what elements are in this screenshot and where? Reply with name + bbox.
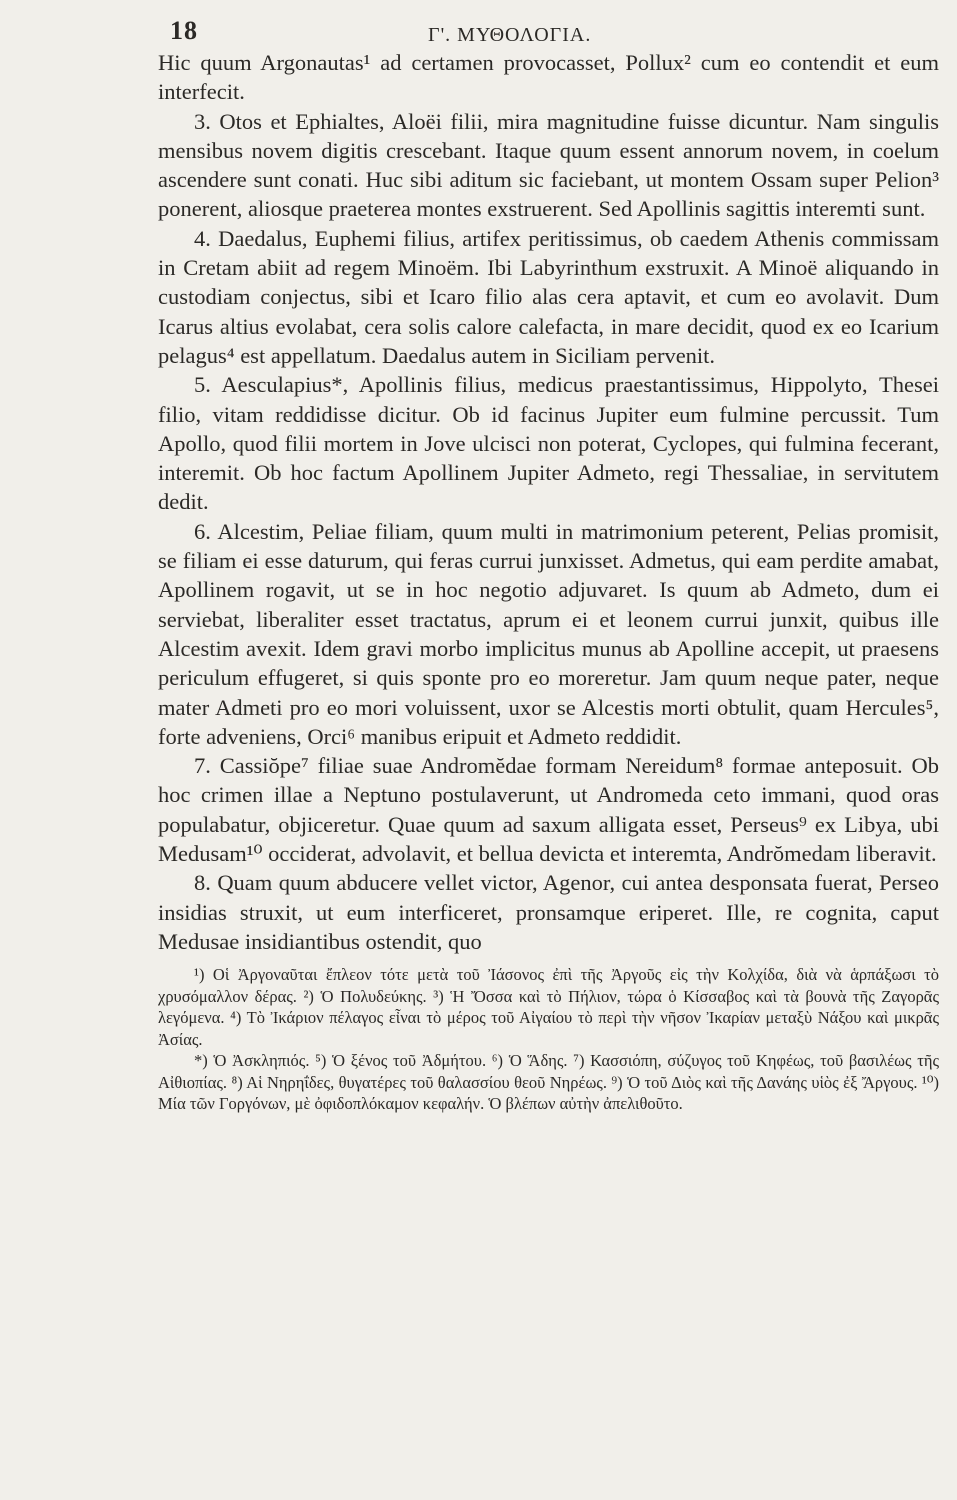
paragraph-text: Daedalus, Euphemi filius, artifex peritissimus, ob caedem Athenis commissam in Cretam abiit ad regem Minoëm. Ibi Labyrinthum exstruxit. A Minoë aliquando in custodiam conjectus, sibi et Icaro filio alas cera aptavit, et cum eo avolavit. Dum Icarus altius evolabat, cera solis calore calefacta, in mare decidit, quod ex eo Icarium pelagus⁴ est appellatum. Daedalus autem in Siciliam pervenit.	[158, 225, 940, 368]
page-number: 18	[170, 16, 198, 45]
paragraph-text: Alcestim, Peliae filiam, quum multi in matrimonium peterent, Pelias promisit, se filiam ei esse daturum, qui feras currui junxisset. Admetus, qui eam perdite amabat, Apollinem rogavit, ut se in hoc negotio adjuvaret. Is quum ab Admeto, dum ei serviebat, liberaliter esset tractatus, aprum ei et leonem currui junxit, quibus ille Alcestim avexit. Idem gravi morbo implicitus munus ab Apolline accepit, ut praesens periculum effugeret, si quis sponte pro eo moreretur. Jam quum neque pater, neque mater Admeti pro eo mori voluissent, uxor se Alcestis morti obtulit, quam Hercules⁵, forte adveniens, Orci⁶ manibus eripuit et Admeto reddidit.	[158, 518, 940, 749]
paragraph-5	[158, 370, 939, 516]
paragraph-text: Cassiŏpe⁷ filiae suae Andromĕdae formam Nereidum⁸ formae anteposuit. Ob hoc crimen illae a Neptuno postulaverunt, ut Andromeda ceto immani, quod oras populabatur, objiceretur. Quae quum ad saxum alligata esset, Perseus⁹ ex Libya, ubi Medusam¹⁰ occiderat, advolavit, et bellua devicta et interemta, Andrŏmedam liberavit.	[158, 753, 939, 867]
footnote-block: ¹) Οἱ Ἀργοναῦται ἔπλεον τότε μετὰ τοῦ Ἰάσονος ἐπὶ τῆς Ἀργοῦς εἰς τὴν Κολχίδα, διὰ νὰ ἁρπάξωσι τὸ χρυσόμαλλον δέρας. ²) Ὁ Πολυδεύκης. ³) Ἡ Ὄσσα καὶ τὸ Πήλιον, τώρα ὁ Κίσσαβος καὶ τὰ βουνὰ τῆς Ζαγορᾶς λεγόμενα. ⁴) Τὸ Ἰκάριον πέλαγος εἶναι τὸ μέρος τοῦ Αἰγαίου τὸ περὶ τὴν νῆσον Ἰκαρίαν μεταξὺ Νάξου καὶ μικρᾶς Ἀσίας.	[158, 965, 939, 1049]
paragraph-number: 5.	[194, 372, 211, 398]
paragraph-text: Otos et Ephialtes, Aloëi filii, mira magnitudine fuisse dicuntur. Nam singulis mensibus novem digitis crescebant. Itaque quum essent annorum novem, in coelum ascendere sunt conati. Huc sibi aditum sic faciebant, ut montem Ossam super Pelion³ ponerent, aliosque praeterea montes exstruerent. Sed Apollinis sagittis interemti sunt.	[158, 108, 939, 222]
running-head: Γ'. ΜΥΘΟΛΟΓΙΑ.	[428, 24, 592, 46]
paragraph-3	[158, 107, 939, 224]
footnote-block: *) Ὁ Ἀσκληπιός. ⁵) Ὁ ξένος τοῦ Ἀδμήτου. ⁶) Ὁ Ἅδης. ⁷) Κασσιόπη, σύζυγος τοῦ Κηφέως, τοῦ βασιλέως τῆς Αἰθιοπίας. ⁸) Αἱ Νηρηΐδες, θυγατέρες τοῦ θαλασσίου θεοῦ Νηρέως. ⁹) Ὁ τοῦ Διὸς καὶ τῆς Δανάης υἱὸς ἐξ Ἄργους. ¹⁰) Μία τῶν Γοργόνων, μὲ ὀφιδοπλόκαμον κεφαλήν. Ὁ βλέπων αὐτὴν ἀπελιθοῦτο.	[158, 1051, 939, 1114]
paragraph-text: Hic quum Argonautas¹ ad certamen provocasset, Pollux² cum eo contendit et eum interfecit.	[158, 50, 939, 105]
paragraph-text: Quam quum abducere vellet victor, Agenor, cui antea desponsata fuerat, Perseo insidias struxit, ut eum interficeret, pronsamque eriperet. Ille, re cognita, caput Medusae insidiantibus ostendit, quo	[158, 870, 939, 954]
paragraph-number: 3.	[194, 108, 211, 134]
paragraph-continuation	[158, 48, 939, 107]
paragraph-6	[158, 517, 939, 751]
paragraph-number: 8.	[194, 870, 211, 896]
paragraph-text: Aesculapius*, Apollinis filius, medicus praestantissimus, Hippolyto, Thesei filio, vitam reddidisse dicitur. Ob id facinus Jupiter eum fulmine percussit. Tum Apollo, quod filii mortem in Jove ulcisci non poterat, Cyclopes, qui fulmina fecerant, interemit. Ob hoc factum Apollinem Jupiter Admeto, regi Thessaliae, in servitutem dedit.	[158, 372, 940, 515]
paragraph-8	[158, 868, 939, 956]
footnotes	[158, 964, 939, 1115]
page-header	[158, 12, 939, 48]
paragraph-number: 4.	[194, 225, 211, 251]
paragraph-number: 6.	[194, 518, 211, 544]
paragraph-4	[158, 224, 939, 370]
paragraph-7	[158, 751, 939, 868]
paragraph-number: 7.	[194, 753, 211, 779]
body-text	[158, 48, 939, 956]
